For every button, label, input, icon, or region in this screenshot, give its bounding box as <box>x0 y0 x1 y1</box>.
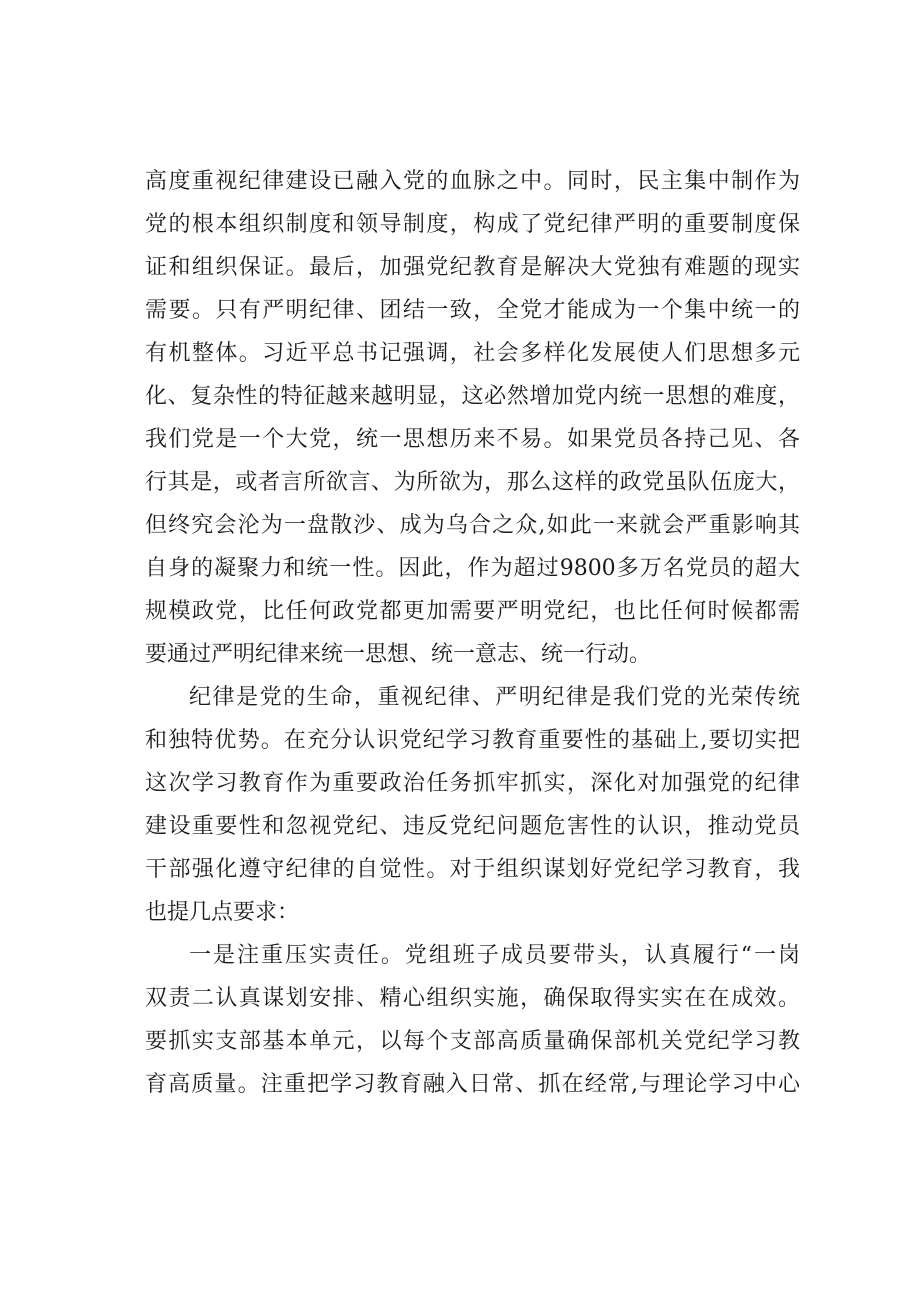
text-line: 需要。只有严明纪律、团结一致，全党才能成为一个集中统一的 <box>145 298 800 323</box>
text-line: 干部强化遵守纪律的自觉性。对于组织谋划好党纪学习教育，我 <box>145 857 800 882</box>
text-line: 也提几点要求： <box>145 900 300 925</box>
paragraph-2 <box>145 676 800 934</box>
text-line: 纪律是党的生命，重视纪律、严明纪律是我们党的光荣传统 <box>189 685 800 710</box>
paragraph-3 <box>145 934 800 1106</box>
text-line: 自身的凝聚力和统一性。因此，作为超过9800多万名党员的超大 <box>145 556 800 581</box>
text-line: 和独特优势。在充分认识党纪学习教育重要性的基础上,要切实把 <box>145 728 800 753</box>
text-line: 我们党是一个大党，统一思想历来不易。如果党员各持己见、各 <box>145 427 800 452</box>
text-line: 高度重视纪律建设已融入党的血脉之中。同时，民主集中制作为 <box>145 169 800 194</box>
text-line: 一是注重压实责任。党组班子成员要带头，认真履行“一岗 <box>189 943 800 968</box>
text-line: 育高质量。注重把学习教育融入日常、抓在经常,与理论学习中心 <box>145 1072 800 1097</box>
text-line: 但终究会沦为一盘散沙、成为乌合之众,如此一来就会严重影响其 <box>145 513 800 538</box>
body-text <box>145 160 800 1106</box>
text-line: 这次学习教育作为重要政治任务抓牢抓实，深化对加强党的纪律 <box>145 771 800 796</box>
text-line: 要通过严明纪律来统一思想、统一意志、统一行动。 <box>145 642 652 667</box>
paragraph-1 <box>145 160 800 676</box>
text-line: 要抓实支部基本单元，以每个支部高质量确保部机关党纪学习教 <box>145 1029 800 1054</box>
text-line: 规模政党，比任何政党都更加需要严明党纪，也比任何时候都需 <box>145 599 800 624</box>
text-line: 双责二认真谋划安排、精心组织实施，确保取得实实在在成效。 <box>145 986 800 1011</box>
text-line: 行其是，或者言所欲言、为所欲为，那么这样的政党虽队伍庞大， <box>145 470 800 495</box>
text-line: 党的根本组织制度和领导制度，构成了党纪律严明的重要制度保 <box>145 212 800 237</box>
text-line: 有机整体。习近平总书记强调，社会多样化发展使人们思想多元 <box>145 341 800 366</box>
text-line: 证和组织保证。最后，加强党纪教育是解决大党独有难题的现实 <box>145 255 800 280</box>
text-line: 建设重要性和忽视党纪、违反党纪问题危害性的认识，推动党员 <box>145 814 800 839</box>
text-line: 化、复杂性的特征越来越明显，这必然增加党内统一思想的难度， <box>145 384 800 409</box>
